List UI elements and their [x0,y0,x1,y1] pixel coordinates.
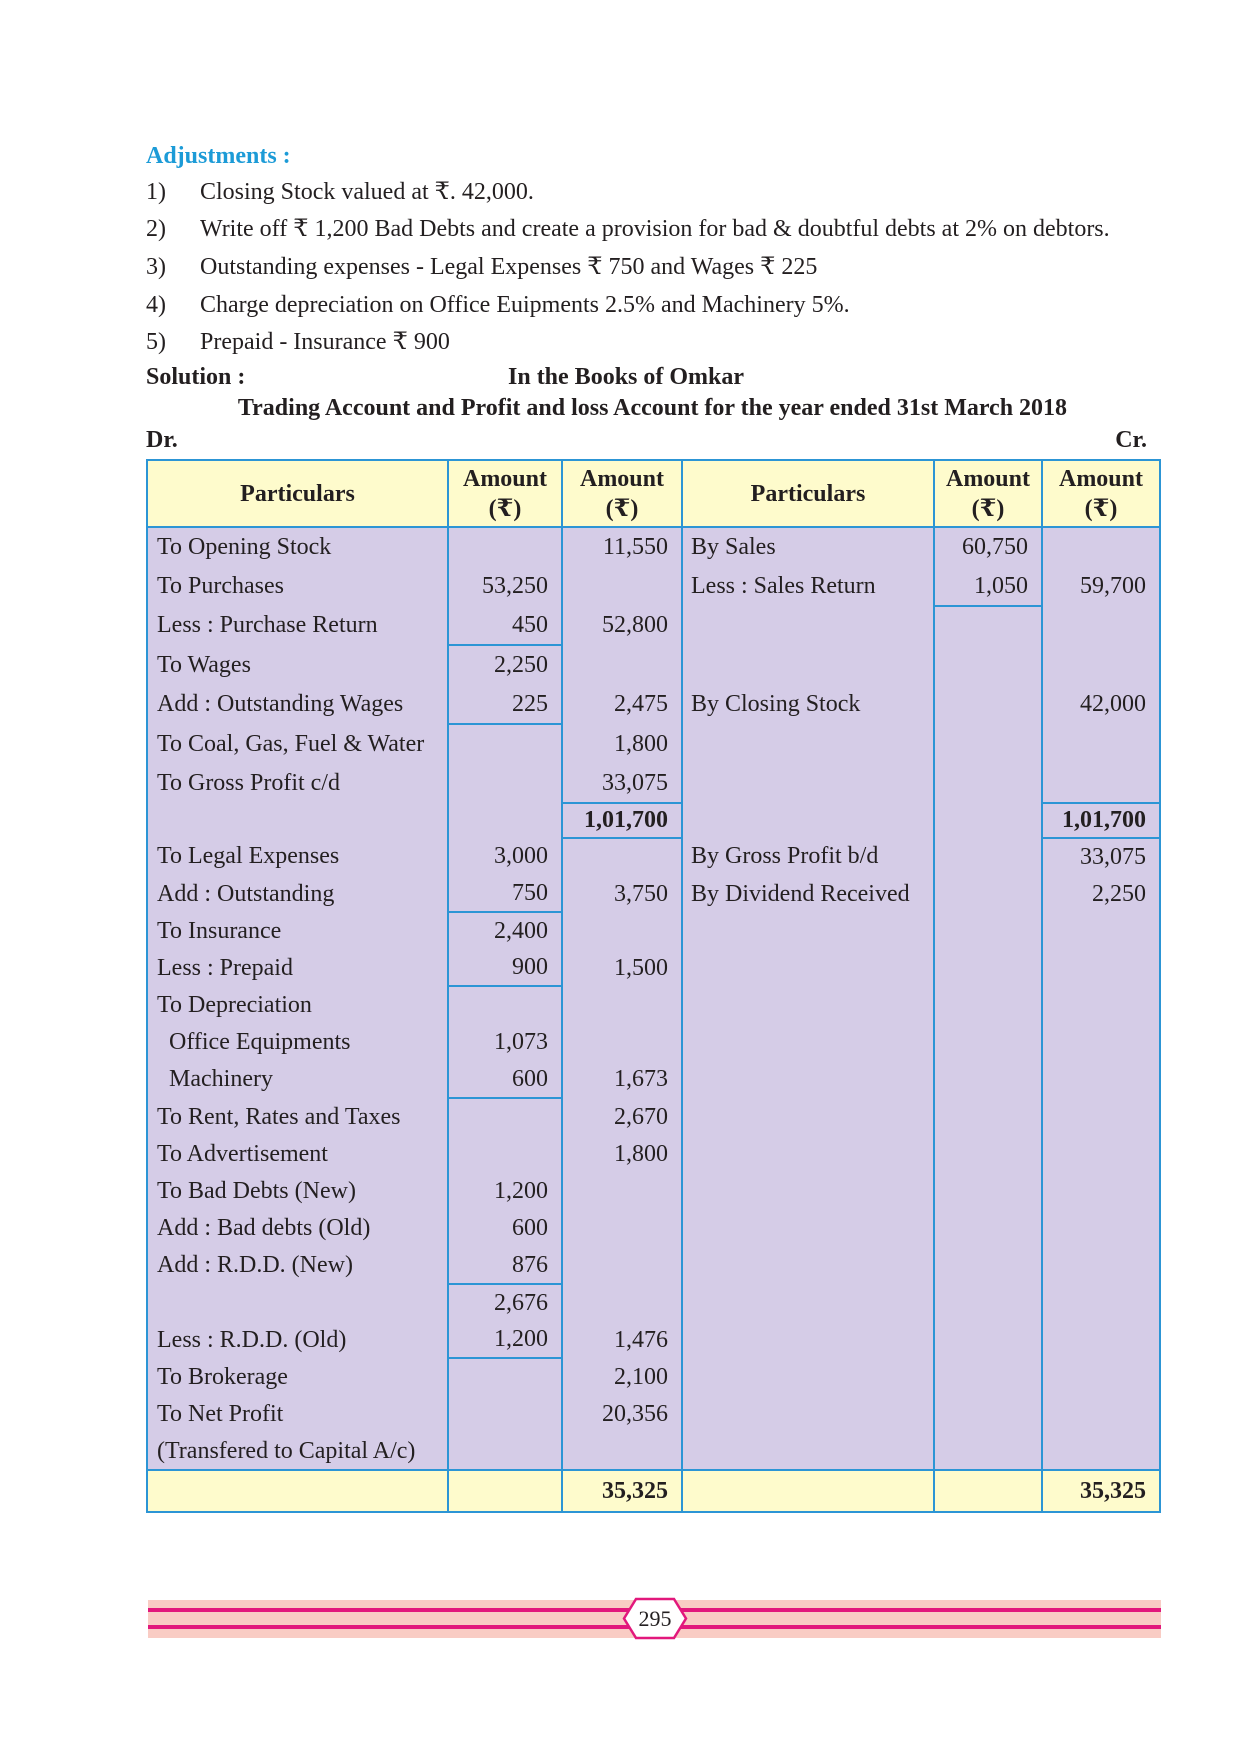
header-label: Amount [462,465,547,492]
account-row [147,1024,1160,1061]
dr-amount-detail-cell: 900 [448,949,562,986]
cr-amount-total-cell: 33,075 [1042,838,1160,875]
dr-particular-cell [147,803,448,838]
cr-amount-total-cell [1042,645,1160,684]
dr-particular-cell: To Brokerage [147,1358,448,1395]
cr-amount-detail-cell [934,685,1042,724]
dr-particular-cell: Less : Purchase Return [147,606,448,645]
account-row [147,1135,1160,1172]
cr-particular-cell: By Closing Stock [682,685,934,724]
account-row [147,1284,1160,1321]
rupee-unit-label: (₹) [488,495,522,522]
account-body [147,527,1160,1470]
page-number: 295 [638,1606,672,1631]
dr-amount-detail-cell [448,724,562,763]
header-label: Amount [1058,465,1143,492]
header-label: Amount [579,465,664,492]
adjustment-text: Prepaid - Insurance ₹ 900 [200,329,450,355]
dr-particular-cell: (Transfered to Capital A/c) [147,1433,448,1470]
dr-amount-total-cell [562,566,682,605]
solution-label: Solution : [146,364,246,390]
cr-amount-total-cell [1042,1061,1160,1098]
dr-particular-cell: Office Equipments [147,1024,448,1061]
dr-amount-total-cell [562,1247,682,1284]
trading-total-row [147,803,1160,838]
dr-amount-detail-cell: 2,400 [448,912,562,949]
dr-amount-detail-cell [448,763,562,802]
dr-particular-cell: Add : Outstanding Wages [147,685,448,724]
cr-particular-cell [682,986,934,1023]
dr-amount-detail-cell [448,1098,562,1135]
cr-particular-cell [682,1172,934,1209]
cr-amount-total-cell [1042,1098,1160,1135]
dr-amount-total-cell: 2,475 [562,685,682,724]
dr-particular-cell: To Advertisement [147,1135,448,1172]
dr-amount-total-cell [562,1172,682,1209]
cr-amount-total-cell [1042,724,1160,763]
cr-amount-detail-cell: 1,050 [934,566,1042,605]
cr-particular-cell [682,1247,934,1284]
cr-amount-total-cell [1042,527,1160,566]
cr-particular-cell [682,1210,934,1247]
rupee-unit-label: (₹) [605,495,639,522]
cr-amount-detail-cell [934,724,1042,763]
account-row [147,875,1160,912]
adjustment-number: 5) [146,329,166,355]
dr-amount-total-cell [562,1024,682,1061]
dr-particular-cell: Add : Bad debts (Old) [147,1210,448,1247]
cr-amount-detail-cell [934,875,1042,912]
grand-total-row [147,1470,1160,1512]
dr-amount-detail-cell [448,803,562,838]
cr-amount-total-cell [1042,912,1160,949]
cr-particular-cell [682,724,934,763]
dr-amount-total-cell: 2,100 [562,1358,682,1395]
books-title: In the Books of Omkar [508,364,745,390]
cr-particular-cell [682,1024,934,1061]
dr-amount-total-header [562,460,682,527]
cr-amount-total-cell: 59,700 [1042,566,1160,605]
rupee-unit-label: (₹) [1084,495,1118,522]
dr-particular-cell: To Legal Expenses [147,838,448,875]
account-row [147,763,1160,802]
cr-amount-total-cell [1042,949,1160,986]
dr-particular-cell: To Purchases [147,566,448,605]
cr-amount-total-cell [1042,763,1160,802]
dr-amount-total-cell: 1,476 [562,1321,682,1358]
dr-amount-detail-cell: 1,073 [448,1024,562,1061]
dr-amount-detail-cell: 2,250 [448,645,562,684]
dr-amount-detail-cell [448,1470,562,1512]
dr-particular-cell: To Gross Profit c/d [147,763,448,802]
adjustment-number: 4) [146,292,166,318]
cr-grand-total: 35,325 [1042,1470,1160,1512]
rupee-unit-label: (₹) [971,495,1005,522]
dr-particular-cell: To Wages [147,645,448,684]
account-row [147,838,1160,875]
dr-amount-total-cell: 11,550 [562,527,682,566]
cr-particular-cell [682,1470,934,1512]
debit-side-label: Dr. [146,427,178,453]
account-row [147,645,1160,684]
adjustment-text: Outstanding expenses - Legal Expenses ₹ 750 and Wages ₹ 225 [200,254,818,280]
account-row [147,1061,1160,1098]
cr-amount-detail-cell [934,1024,1042,1061]
adjustment-text: Charge depreciation on Office Euipments 2.5% and Machinery 5%. [200,292,850,318]
dr-particular-cell: To Rent, Rates and Taxes [147,1098,448,1135]
account-row [147,566,1160,605]
dr-amount-total-cell: 20,356 [562,1396,682,1433]
adjustment-number: 3) [146,254,166,280]
cr-amount-total-cell: 42,000 [1042,685,1160,724]
dr-amount-detail-cell: 3,000 [448,838,562,875]
dr-amount-detail-cell: 1,200 [448,1321,562,1358]
account-row [147,527,1160,566]
dr-amount-detail-cell: 876 [448,1247,562,1284]
account-row [147,1433,1160,1470]
cr-amount-detail-cell [934,1247,1042,1284]
header-label: Particulars [240,480,355,507]
cr-amount-detail-cell [934,986,1042,1023]
dr-amount-detail-cell [448,1433,562,1470]
cr-amount-total-cell [1042,1247,1160,1284]
adjustment-item [146,327,1206,357]
cr-amount-total-cell [1042,1433,1160,1470]
dr-amount-total-cell [562,986,682,1023]
cr-particular-cell: By Dividend Received [682,875,934,912]
dr-amount-total-cell: 1,800 [562,724,682,763]
dr-particular-cell: To Bad Debts (New) [147,1172,448,1209]
adjustment-number: 2) [146,216,166,242]
cr-amount-total-cell [1042,1024,1160,1061]
dr-particular-cell: Add : Outstanding [147,875,448,912]
cr-amount-detail-cell [934,606,1042,645]
dr-particular-cell: Add : R.D.D. (New) [147,1247,448,1284]
cr-amount-total-cell [1042,606,1160,645]
cr-amount-detail-cell [934,1358,1042,1395]
dr-particular-cell [147,1284,448,1321]
cr-amount-total-cell [1042,1210,1160,1247]
account-row [147,986,1160,1023]
cr-particular-cell [682,1396,934,1433]
dr-particular-cell: To Depreciation [147,986,448,1023]
account-title: Trading Account and Profit and loss Account for the year ended 31st March 2018 [237,395,1068,421]
cr-particular-cell [682,1433,934,1470]
cr-particular-cell [682,803,934,838]
dr-amount-detail-cell: 750 [448,875,562,912]
dr-particular-cell: Less : R.D.D. (Old) [147,1321,448,1358]
dr-particular-cell: To Insurance [147,912,448,949]
dr-particular-cell: To Opening Stock [147,527,448,566]
cr-amount-detail-cell [934,645,1042,684]
account-row [147,949,1160,986]
cr-particulars-header [682,460,934,527]
cr-particular-cell [682,606,934,645]
cr-amount-detail-cell [934,803,1042,838]
dr-amount-detail-cell: 600 [448,1061,562,1098]
cr-amount-detail-cell [934,1433,1042,1470]
dr-amount-detail-cell: 2,676 [448,1284,562,1321]
cr-amount-total-cell: 1,01,700 [1042,803,1160,838]
dr-amount-total-cell [562,912,682,949]
adjustment-text: Write off ₹ 1,200 Bad Debts and create a provision for bad & doubtful debts at 2% on debtors. [200,216,1110,242]
header-label: Amount [945,465,1030,492]
dr-amount-total-cell [562,838,682,875]
dr-amount-total-cell [562,645,682,684]
account-row [147,1321,1160,1358]
dr-amount-detail-header [448,460,562,527]
cr-particular-cell [682,949,934,986]
dr-amount-detail-cell: 600 [448,1210,562,1247]
table-header-row [147,460,1160,527]
dr-amount-total-cell: 1,01,700 [562,803,682,838]
cr-amount-total-cell [1042,1321,1160,1358]
cr-particular-cell [682,1135,934,1172]
cr-amount-detail-cell [934,1396,1042,1433]
dr-amount-total-cell [562,1433,682,1470]
dr-particular-cell: To Net Profit [147,1396,448,1433]
adjustment-item [146,177,1206,207]
cr-particular-cell [682,1358,934,1395]
header-label: Particulars [750,480,866,507]
dr-amount-total-cell: 33,075 [562,763,682,802]
dr-particulars-header [147,460,448,527]
dr-amount-total-cell [562,1210,682,1247]
credit-side-label: Cr. [1115,427,1147,453]
dr-amount-detail-cell [448,527,562,566]
cr-particular-cell [682,1098,934,1135]
dr-amount-total-cell: 2,670 [562,1098,682,1135]
account-row [147,606,1160,645]
dr-particular-cell [147,1470,448,1512]
account-row [147,1098,1160,1135]
cr-amount-total-cell [1042,1358,1160,1395]
dr-amount-total-cell: 1,800 [562,1135,682,1172]
cr-amount-detail-cell [934,1061,1042,1098]
cr-amount-total-cell [1042,986,1160,1023]
account-row [147,1247,1160,1284]
cr-amount-total-header [1042,460,1160,527]
dr-particular-cell: Machinery [147,1061,448,1098]
cr-amount-total-cell [1042,1284,1160,1321]
dr-amount-detail-cell [448,1396,562,1433]
cr-particular-cell [682,763,934,802]
cr-amount-detail-cell [934,1321,1042,1358]
cr-amount-total-cell [1042,1396,1160,1433]
cr-amount-total-cell [1042,1172,1160,1209]
cr-particular-cell [682,1061,934,1098]
cr-amount-detail-header [934,460,1042,527]
dr-amount-total-cell: 1,673 [562,1061,682,1098]
adjustment-item [146,290,1206,320]
dr-grand-total: 35,325 [562,1470,682,1512]
dr-amount-total-cell [562,1284,682,1321]
cr-amount-total-cell [1042,1135,1160,1172]
account-row [147,1358,1160,1395]
trading-profit-loss-account-table [146,459,1161,1513]
account-row [147,1172,1160,1209]
cr-amount-detail-cell [934,949,1042,986]
adjustments-heading: Adjustments : [146,143,291,169]
dr-amount-detail-cell [448,1135,562,1172]
account-row [147,685,1160,724]
dr-particular-cell: Less : Prepaid [147,949,448,986]
dr-amount-detail-cell: 450 [448,606,562,645]
cr-amount-detail-cell: 60,750 [934,527,1042,566]
cr-amount-detail-cell [934,1098,1042,1135]
cr-particular-cell [682,645,934,684]
cr-amount-detail-cell [934,1172,1042,1209]
cr-amount-total-cell: 2,250 [1042,875,1160,912]
cr-amount-detail-cell [934,763,1042,802]
cr-particular-cell: Less : Sales Return [682,566,934,605]
cr-particular-cell [682,1284,934,1321]
account-row [147,724,1160,763]
account-row [147,912,1160,949]
cr-amount-detail-cell [934,1135,1042,1172]
dr-particular-cell: To Coal, Gas, Fuel & Water [147,724,448,763]
dr-amount-detail-cell: 225 [448,685,562,724]
dr-amount-detail-cell [448,986,562,1023]
adjustment-item [146,214,1206,244]
cr-amount-detail-cell [934,1470,1042,1512]
dr-amount-total-cell: 1,500 [562,949,682,986]
adjustment-item [146,252,1206,282]
cr-particular-cell [682,912,934,949]
cr-amount-detail-cell [934,838,1042,875]
account-row [147,1396,1160,1433]
cr-particular-cell: By Gross Profit b/d [682,838,934,875]
adjustment-number: 1) [146,179,166,205]
account-row [147,1210,1160,1247]
cr-amount-detail-cell [934,1284,1042,1321]
dr-amount-total-cell: 3,750 [562,875,682,912]
dr-amount-total-cell: 52,800 [562,606,682,645]
cr-amount-detail-cell [934,1210,1042,1247]
dr-amount-detail-cell: 1,200 [448,1172,562,1209]
dr-amount-detail-cell [448,1358,562,1395]
cr-particular-cell [682,1321,934,1358]
adjustment-text: Closing Stock valued at ₹. 42,000. [200,179,534,205]
cr-particular-cell: By Sales [682,527,934,566]
dr-amount-detail-cell: 53,250 [448,566,562,605]
cr-amount-detail-cell [934,912,1042,949]
